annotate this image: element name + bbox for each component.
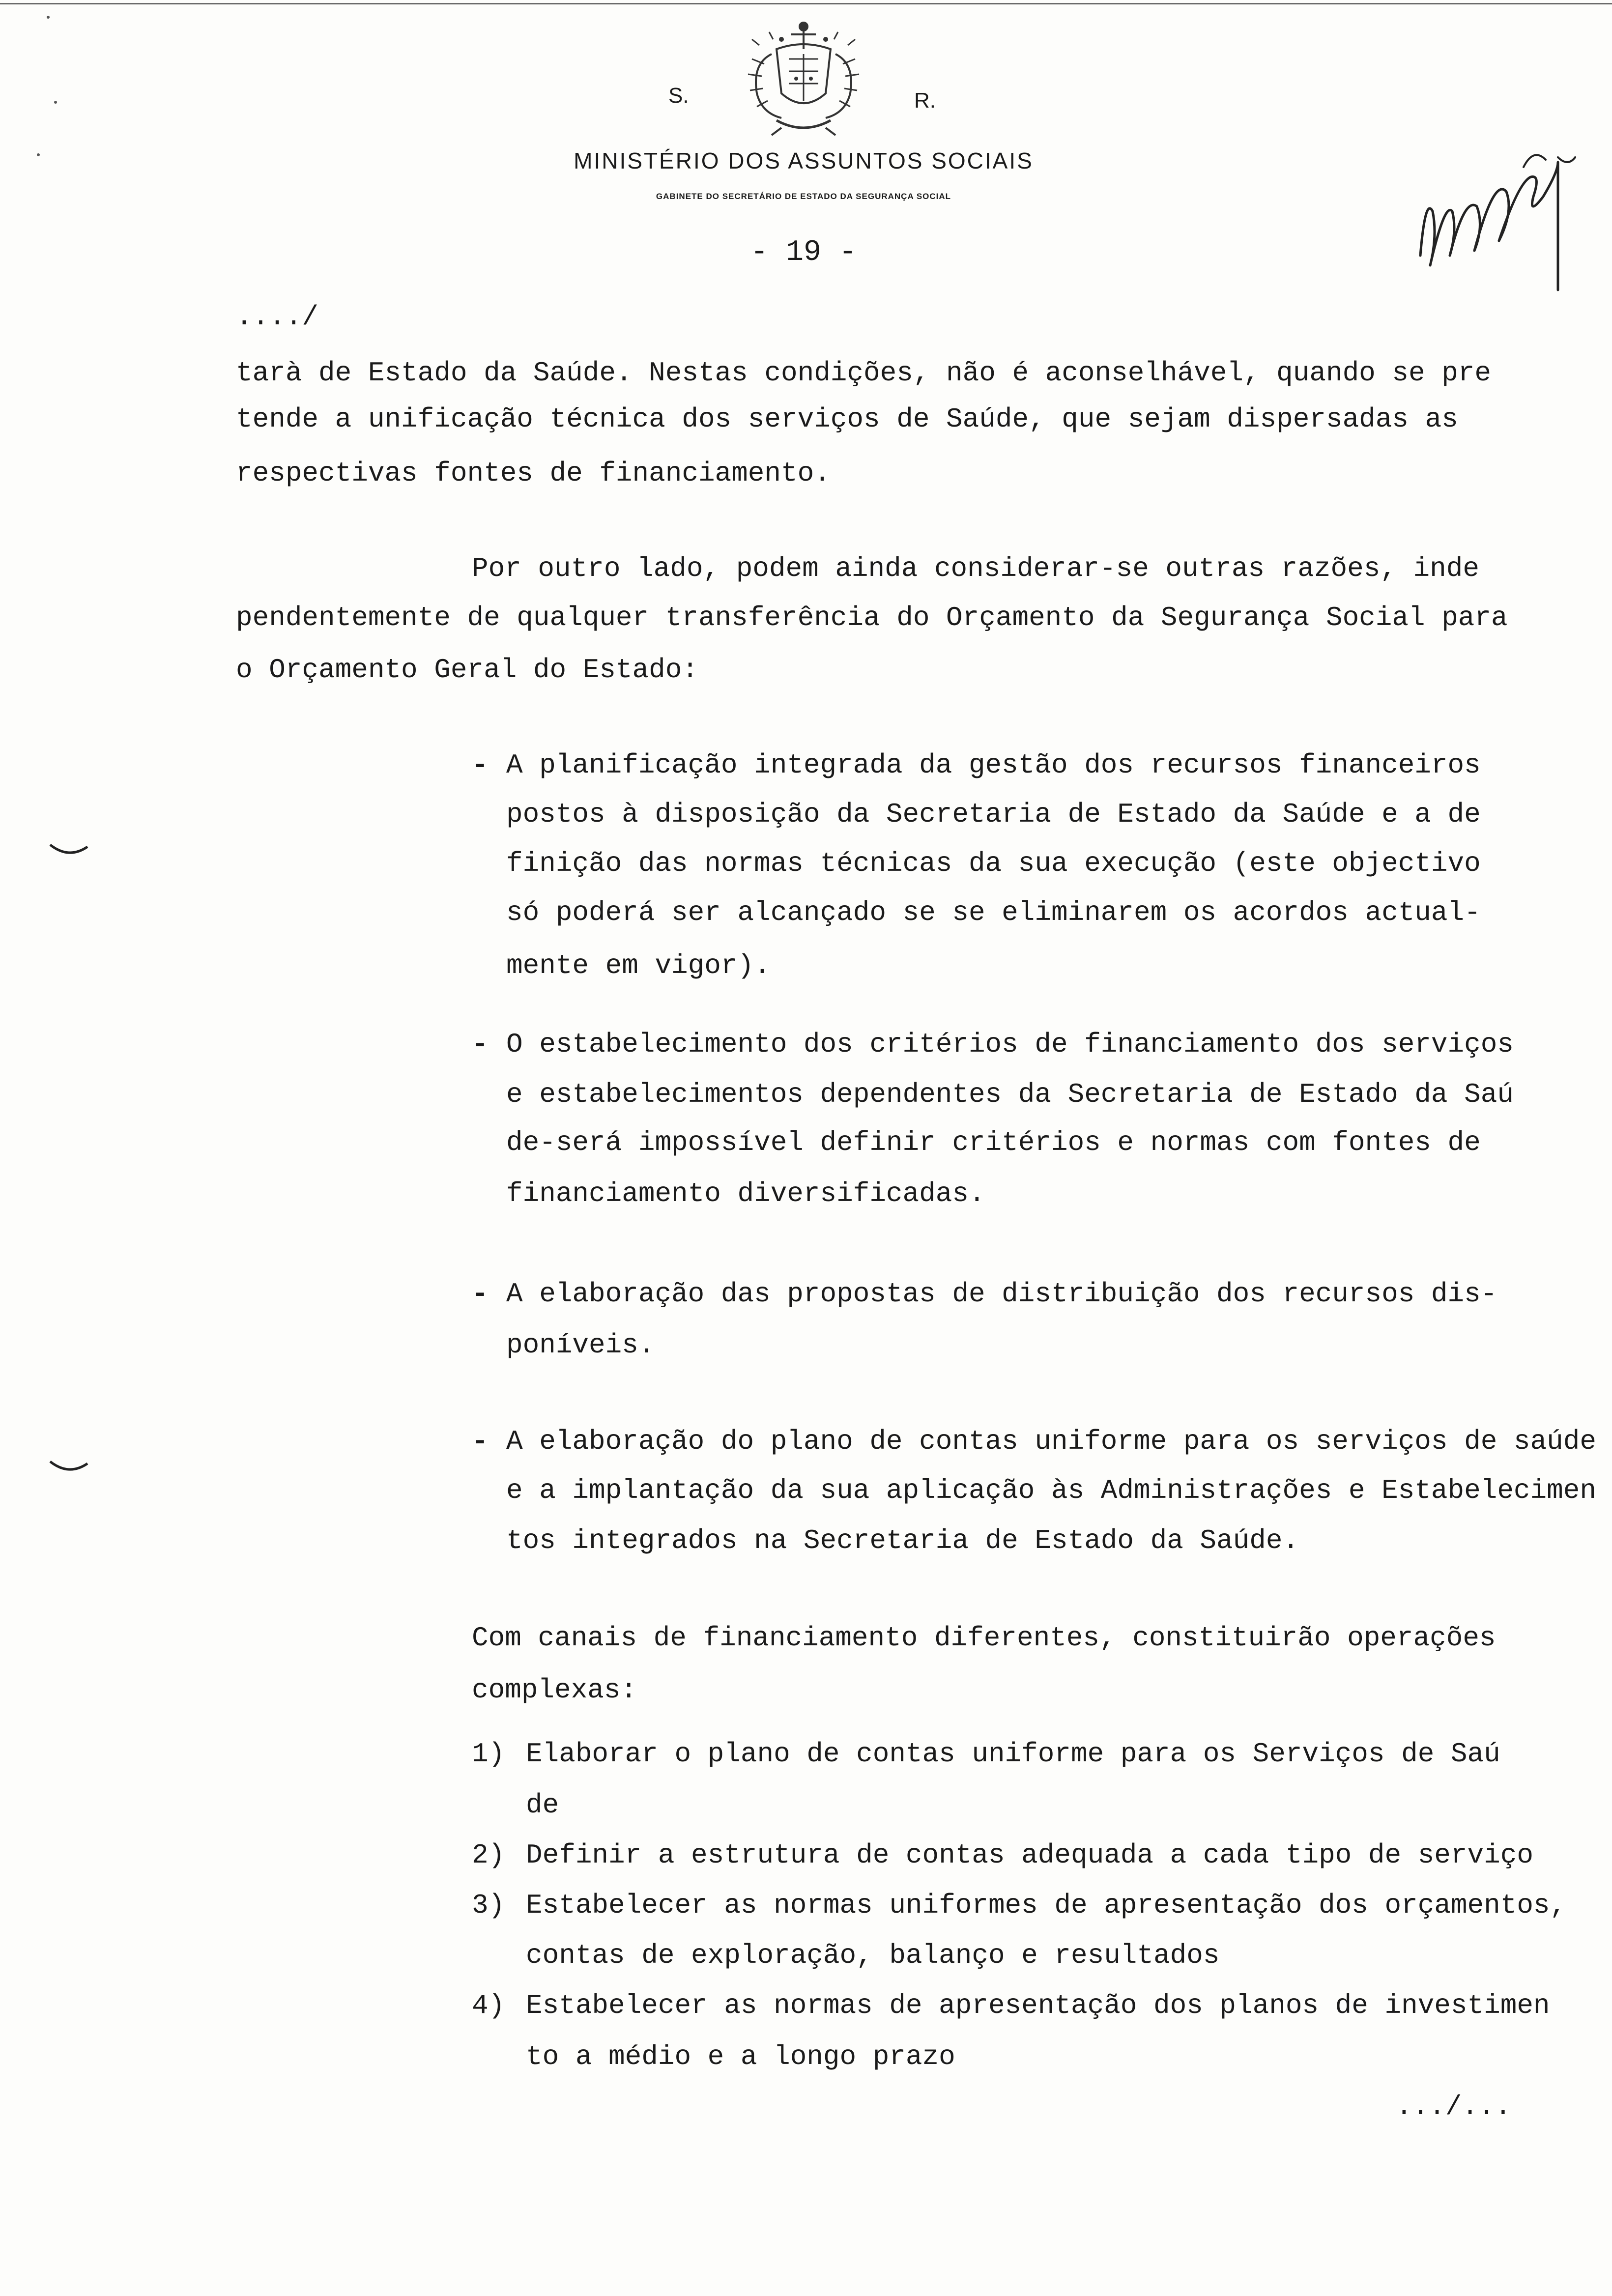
scan-speck: [37, 153, 40, 156]
paragraph-2-line: o Orçamento Geral do Estado:: [236, 654, 698, 686]
letterhead-right-letter: R.: [914, 88, 936, 113]
paragraph-2-line: Por outro lado, podem ainda considerar-se outras razões, inde: [472, 553, 1479, 584]
paragraph-2-line: pendentemente de qualquer transferência do Orçamento da Segurança Social para: [236, 602, 1508, 633]
continuation-marker-bottom: .../...: [1396, 2091, 1512, 2123]
bullet-4-line: tos integrados na Secretaria de Estado da Saúde.: [506, 1525, 1299, 1556]
numbered-item-line: Estabelecer as normas uniformes de apresentação dos orçamentos,: [526, 1890, 1567, 1921]
paragraph-1-line: respectivas fontes de financiamento.: [236, 458, 831, 489]
scan-speck: [54, 101, 57, 104]
continuation-marker-top: ..../: [236, 301, 319, 333]
numbered-item-line: Estabelecer as normas de apresentação dos planos de investimen: [526, 1990, 1550, 2021]
bullet-2-line: de-será impossível definir critérios e normas com fontes de: [506, 1127, 1481, 1158]
bullet-1-line: postos à disposição da Secretaria de Estado da Saúde e a de: [506, 799, 1481, 830]
bullet-4-line: A elaboração do plano de contas uniforme para os serviços de saúde: [506, 1426, 1596, 1457]
bullet-1-line: só poderá ser alcançado se se eliminarem os acordos actual-: [506, 897, 1481, 928]
margin-hole-mark: [49, 1460, 88, 1474]
bullet-dash: -: [472, 749, 489, 781]
bullet-dash: -: [472, 1029, 489, 1060]
margin-hole-mark: [49, 843, 88, 858]
coat-of-arms-icon: [722, 20, 885, 143]
bullet-dash: -: [472, 1278, 489, 1310]
numbered-item-line: de: [526, 1789, 559, 1821]
bullet-1-line: A planificação integrada da gestão dos recursos financeiros: [506, 749, 1481, 781]
cabinet-subtitle: GABINETE DO SECRETÁRIO DE ESTADO DA SEGURANÇA SOCIAL: [656, 192, 951, 201]
numbered-item-number: 2): [472, 1839, 505, 1871]
top-edge-rule: [0, 3, 1612, 4]
bullet-3-line: poníveis.: [506, 1329, 655, 1361]
ministry-title: MINISTÉRIO DOS ASSUNTOS SOCIAIS: [574, 148, 1034, 173]
scan-speck: [47, 16, 50, 19]
bullet-2-line: O estabelecimento dos critérios de financiamento dos serviços: [506, 1029, 1514, 1060]
numbered-item-line: Definir a estrutura de contas adequada a cada tipo de serviço: [526, 1839, 1533, 1871]
numbered-item-line: Elaborar o plano de contas uniforme para os Serviços de Saú: [526, 1738, 1500, 1770]
numbered-item-number: 1): [472, 1738, 505, 1770]
bullet-1-line: finição das normas técnicas da sua execução (este objectivo: [506, 848, 1481, 879]
paragraph-3-line: complexas:: [472, 1674, 637, 1706]
paragraph-1-line: tarà de Estado da Saúde. Nestas condições, não é aconselhável, quando se pre: [236, 357, 1492, 389]
page-number: - 19 -: [750, 236, 857, 269]
numbered-item-number: 4): [472, 1990, 505, 2021]
handwritten-signature: [1410, 138, 1587, 295]
numbered-item-number: 3): [472, 1890, 505, 1921]
bullet-4-line: e a implantação da sua aplicação às Administrações e Estabelecimen: [506, 1475, 1596, 1506]
paragraph-3-line: Com canais de financiamento diferentes, constituirão operações: [472, 1622, 1496, 1654]
bullet-2-line: financiamento diversificadas.: [506, 1178, 985, 1209]
bullet-3-line: A elaboração das propostas de distribuição dos recursos dis-: [506, 1278, 1497, 1310]
letterhead-left-letter: S.: [668, 84, 689, 108]
bullet-2-line: e estabelecimentos dependentes da Secretaria de Estado da Saú: [506, 1079, 1514, 1110]
paragraph-1-line: tende a unificação técnica dos serviços de Saúde, que sejam dispersadas as: [236, 403, 1458, 435]
bullet-dash: -: [472, 1426, 489, 1457]
bullet-1-line: mente em vigor).: [506, 950, 771, 981]
numbered-item-line: to a médio e a longo prazo: [526, 2041, 955, 2072]
numbered-item-line: contas de exploração, balanço e resultados: [526, 1940, 1220, 1971]
